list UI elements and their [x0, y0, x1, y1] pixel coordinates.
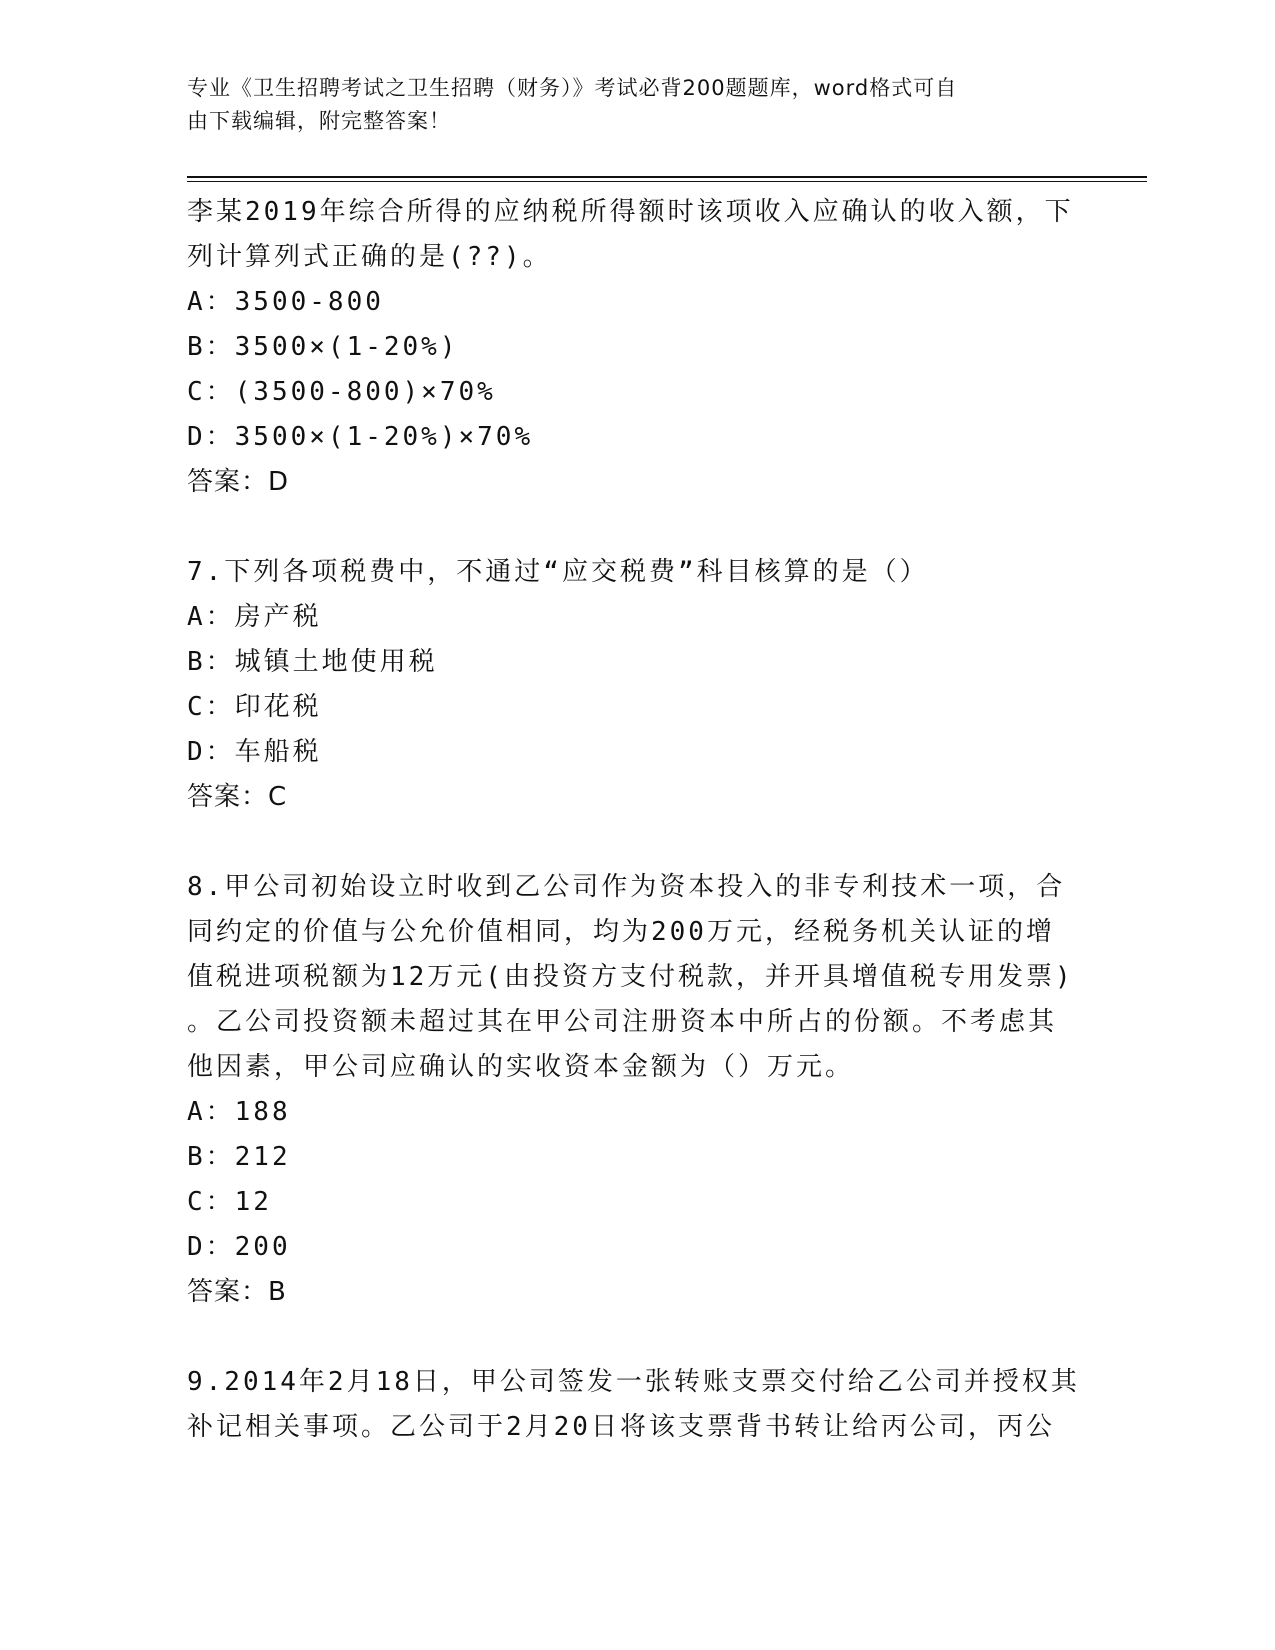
question-9-stem-line-2: 补记相关事项。乙公司于2月20日将该支票背书转让给丙公司，丙公: [187, 1412, 1055, 1442]
question-6-stem-line-2: 列计算列式正确的是(??)。: [187, 242, 552, 272]
question-8-stem-line-2: 同约定的价值与公允价值相同，均为200万元，经税务机关认证的增: [187, 917, 1055, 947]
question-8-option-a: A：188: [187, 1097, 291, 1127]
header-line-1: 专业《卫生招聘考试之卫生招聘（财务）》考试必背200题题库，word格式可自: [187, 76, 958, 100]
question-8-answer: 答案：B: [187, 1277, 287, 1307]
question-6-answer: 答案：D: [187, 467, 290, 497]
question-9: [187, 1360, 1087, 1450]
question-7: [187, 550, 1087, 820]
question-6-stem-line-1: 李某2019年综合所得的应纳税所得额时该项收入应确认的收入额，下: [187, 197, 1074, 227]
question-list: [187, 190, 1087, 1450]
question-7-option-b: B：城镇土地使用税: [187, 647, 438, 677]
spacer: [187, 820, 1087, 865]
question-7-stem-line-1: 7.下列各项税费中，不通过“应交税费”科目核算的是（）: [187, 557, 929, 587]
question-6-option-d: D：3500×(1-20%)×70%: [187, 422, 534, 452]
document-header: [187, 72, 1067, 138]
spacer: [187, 505, 1087, 550]
header-line-2: 由下载编辑，附完整答案！: [187, 109, 451, 133]
header-divider-thick: [187, 176, 1147, 178]
question-7-option-d: D：车船税: [187, 737, 322, 767]
question-8: [187, 865, 1087, 1315]
question-8-stem-line-5: 他因素，甲公司应确认的实收资本金额为（）万元。: [187, 1052, 855, 1082]
question-7-option-a: A：房产税: [187, 602, 322, 632]
question-8-stem-line-1: 8.甲公司初始设立时收到乙公司作为资本投入的非专利技术一项，合: [187, 872, 1066, 902]
question-8-option-b: B：212: [187, 1142, 291, 1172]
question-8-option-c: C：12: [187, 1187, 272, 1217]
question-6-option-a: A：3500-800: [187, 287, 384, 317]
question-8-stem-line-3: 值税进项税额为12万元(由投资方支付税款，并开具增值税专用发票): [187, 962, 1074, 992]
question-6-option-c: C：(3500-800)×70%: [187, 377, 496, 407]
question-7-answer: 答案：C: [187, 782, 288, 812]
question-8-option-d: D：200: [187, 1232, 291, 1262]
question-6: [187, 190, 1087, 505]
question-8-stem-line-4: 。乙公司投资额未超过其在甲公司注册资本中所占的份额。不考虑其: [187, 1007, 1058, 1037]
question-9-stem-line-1: 9.2014年2月18日，甲公司签发一张转账支票交付给乙公司并授权其: [187, 1367, 1080, 1397]
header-divider-thin: [187, 181, 1147, 182]
question-7-option-c: C：印花税: [187, 692, 322, 722]
spacer: [187, 1315, 1087, 1360]
question-6-option-b: B：3500×(1-20%): [187, 332, 459, 362]
